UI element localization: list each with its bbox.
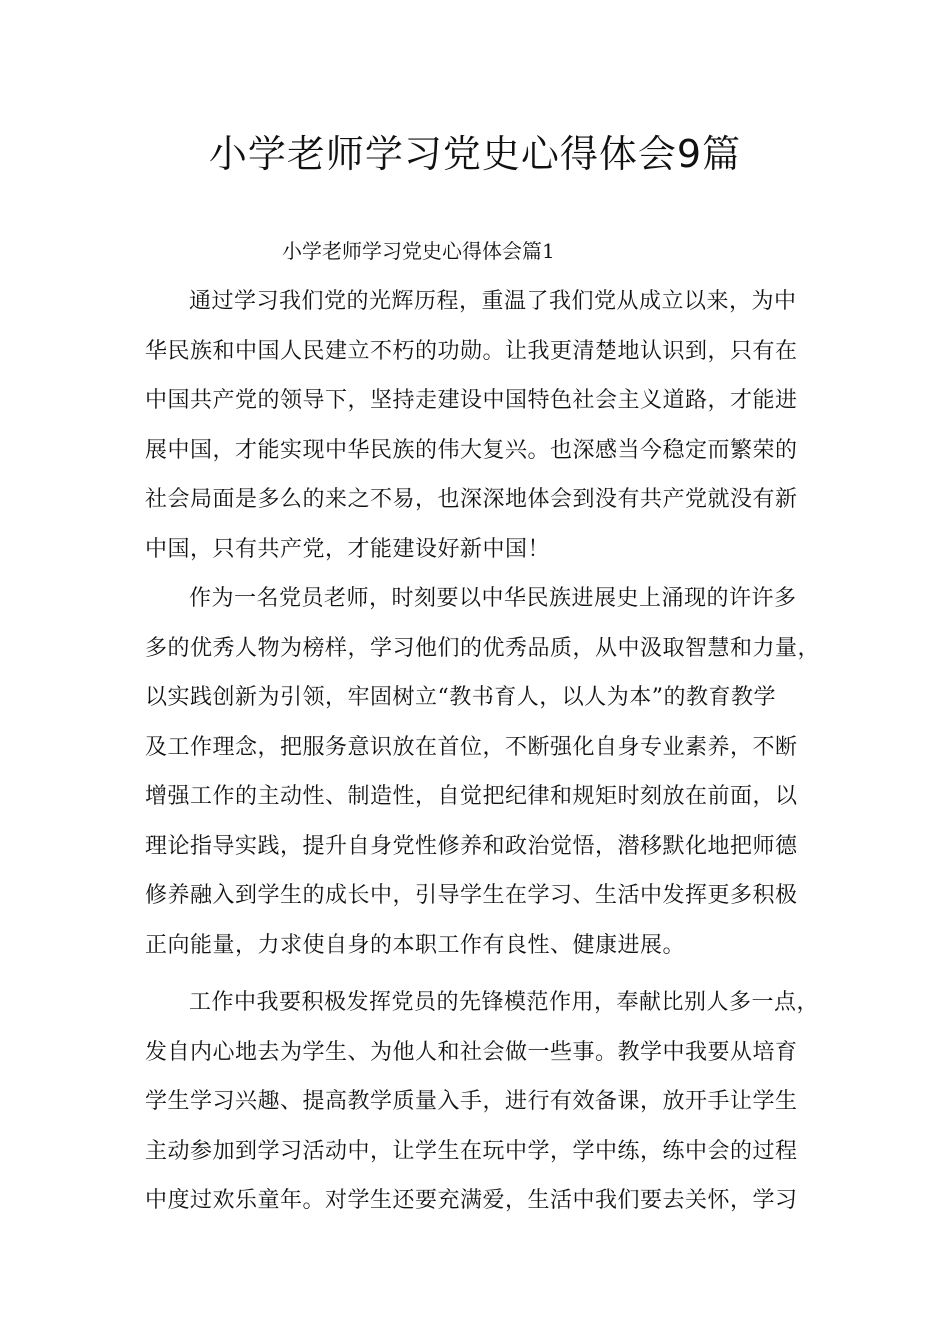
paragraph-line: 中国，只有共产党，才能建设好新中国！	[145, 536, 551, 562]
paragraph-2	[145, 581, 825, 977]
paragraph-line: 发自内心地去为学生、为他人和社会做一些事。教学中我要从培育	[145, 1039, 798, 1065]
document-body	[145, 284, 825, 1233]
paragraph-line: 正向能量，力求使自身的本职工作有良性、健康进展。	[145, 932, 686, 958]
paragraph-line: 主动参加到学习活动中，让学生在玩中学，学中练，练中会的过程	[145, 1138, 798, 1164]
paragraph-line: 通过学习我们党的光辉历程，重温了我们党从成立以来，为中	[189, 289, 797, 314]
paragraph-spacer	[145, 977, 825, 985]
paragraph-line: 以实践创新为引领，牢固树立“教书育人，以人为本”的教育教学	[145, 685, 776, 710]
paragraph-line: 中国共产党的领导下，坚持走建设中国特色社会主义道路，才能进	[145, 388, 798, 413]
paragraph-line: 作为一名党员老师，时刻要以中华民族进展史上涌现的许许多	[189, 586, 797, 611]
paragraph-line: 修养融入到学生的成长中，引导学生在学习、生活中发挥更多积极	[145, 883, 798, 908]
paragraph-line: 华民族和中国人民建立不朽的功勋。让我更清楚地认识到，只有在	[145, 338, 798, 364]
paragraph-line: 中度过欢乐童年。对学生还要充满爱，生活中我们要去关怀，学习	[145, 1188, 798, 1213]
paragraph-line: 多的优秀人物为榜样，学习他们的优秀品质，从中汲取智慧和力量，	[145, 635, 821, 661]
paragraph-3	[145, 985, 825, 1233]
paragraph-line: 理论指导实践，提升自身党性修养和政治觉悟，潜移默化地把师德	[145, 833, 798, 859]
section-heading: 小学老师学习党史心得体会篇1	[282, 239, 555, 263]
paragraph-line: 学生学习兴趣、提高教学质量入手，进行有效备课，放开手让学生	[145, 1089, 798, 1114]
paragraph-line: 增强工作的主动性、制造性，自觉把纪律和规矩时刻放在前面，以	[145, 784, 798, 809]
paragraph-line: 社会局面是多么的来之不易，也深深地体会到没有共产党就没有新	[145, 487, 798, 512]
paragraph-line: 及工作理念，把服务意识放在首位，不断强化自身专业素养，不断	[145, 734, 798, 760]
paragraph-line: 工作中我要积极发挥党员的先锋模范作用，奉献比别人多一点，	[189, 990, 820, 1015]
paragraph-line: 展中国，才能实现中华民族的伟大复兴。也深感当今稳定而繁荣的	[145, 437, 798, 463]
document-title: 小学老师学习党史心得体会9篇	[208, 132, 742, 176]
paragraph-1	[145, 284, 825, 581]
